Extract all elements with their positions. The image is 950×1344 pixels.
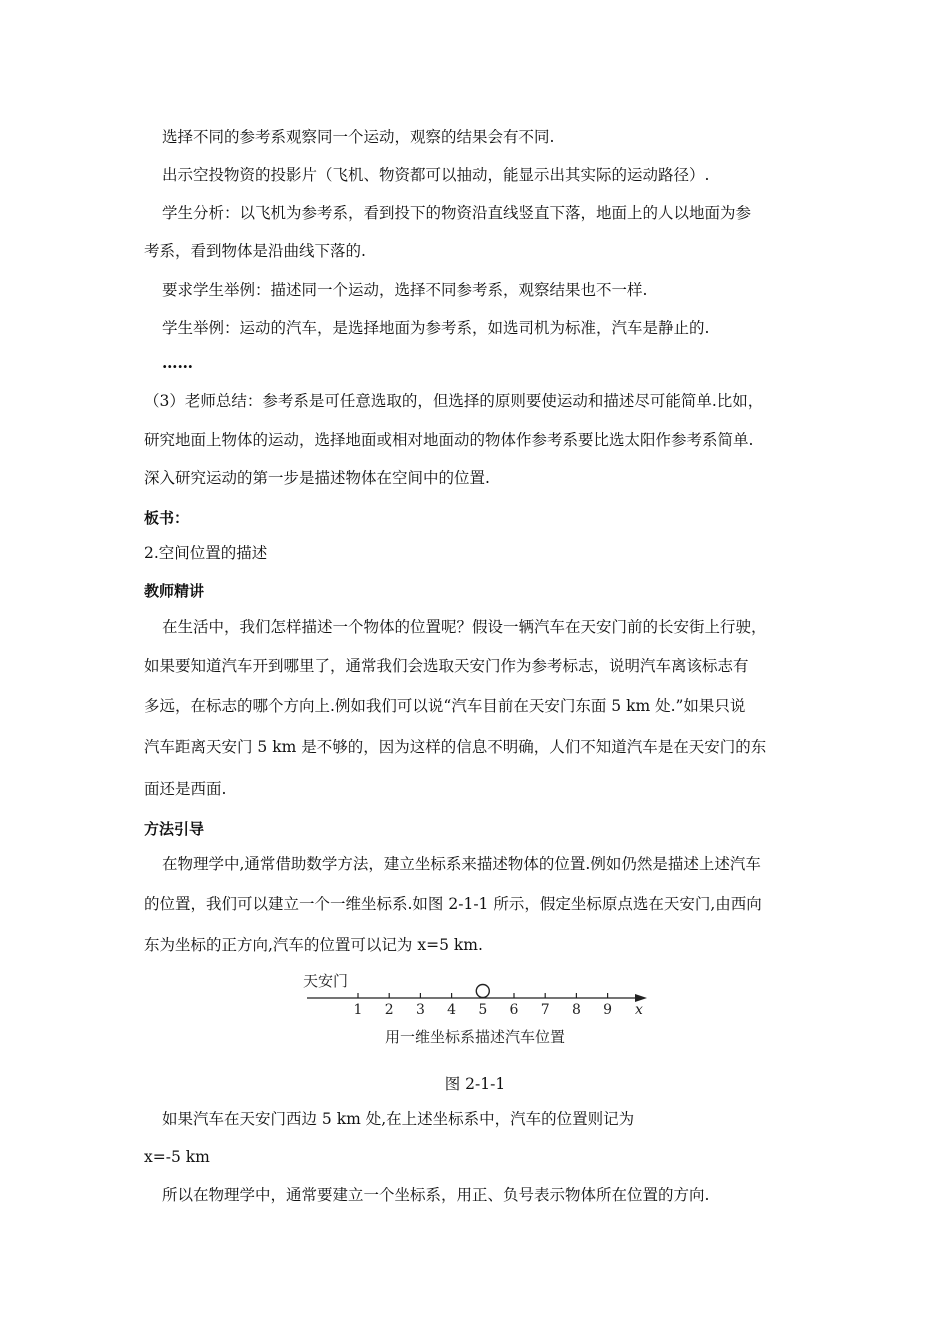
paragraph: 东为坐标的正方向,汽车的位置可以记为 x=5 km.	[144, 936, 483, 954]
tick-label: 4	[447, 1002, 457, 1018]
heading-board: 板书：	[144, 509, 190, 527]
tick-label: 2	[384, 1002, 394, 1018]
tick-label: 1	[353, 1002, 363, 1018]
heading-teacher: 教师精讲	[144, 582, 205, 600]
figure-caption: 图 2-1-1	[444, 1075, 506, 1093]
tick-label: 3	[415, 1002, 425, 1018]
tick-label: 9	[603, 1002, 613, 1018]
paragraph: 学生分析：以飞机为参考系，看到投下的物资沿直线竖直下落，地面上的人以地面为参	[162, 204, 752, 222]
paragraph: 在生活中，我们怎样描述一个物体的位置呢？假设一辆汽车在天安门前的长安街上行驶，	[162, 618, 767, 636]
paragraph: 出示空投物资的投影片（飞机、物资都可以抽动，能显示出其实际的运动路径）.	[162, 166, 710, 184]
tick-label: 6	[509, 1002, 519, 1018]
coordinate-figure	[295, 968, 655, 1050]
paragraph: （3）老师总结：参考系是可任意选取的，但选择的原则要使运动和描述尽可能简单.比如，	[144, 392, 764, 410]
axis-label: x	[635, 1002, 643, 1018]
ellipsis: ……	[162, 353, 193, 372]
paragraph: 深入研究运动的第一步是描述物体在空间中的位置.	[144, 469, 490, 487]
paragraph: 学生举例：运动的汽车，是选择地面为参考系，如选司机为标准，汽车是静止的.	[162, 319, 710, 337]
paragraph: 面还是西面.	[144, 780, 227, 798]
car-marker-icon	[476, 985, 489, 998]
tick-label: 5	[478, 1002, 488, 1018]
paragraph: x=-5 km	[144, 1148, 210, 1166]
tick-label: 8	[571, 1002, 581, 1018]
paragraph: 研究地面上物体的运动，选择地面或相对地面动的物体作参考系要比选太阳作参考系简单.	[144, 431, 754, 449]
axis-arrow	[635, 994, 647, 1002]
figure-inner-caption: 用一维坐标系描述汽车位置	[384, 1028, 566, 1046]
paragraph: 在物理学中,通常借助数学方法，建立坐标系来描述物体的位置.例如仍然是描述上述汽车	[162, 855, 761, 873]
paragraph: 汽车距离天安门 5 km 是不够的，因为这样的信息不明确，人们不知道汽车是在天安门的东	[144, 738, 767, 756]
section-title: 2.空间位置的描述	[144, 544, 268, 562]
paragraph: 选择不同的参考系观察同一个运动，观察的结果会有不同.	[162, 128, 555, 146]
paragraph: 如果要知道汽车开到哪里了，通常我们会选取天安门作为参考标志，说明汽车离该标志有	[144, 657, 749, 675]
paragraph: 多远，在标志的哪个方向上.例如我们可以说“汽车目前在天安门东面 5 km 处.”如果只说	[144, 697, 746, 715]
heading-method: 方法引导	[144, 820, 205, 838]
origin-label: 天安门	[303, 972, 349, 990]
paragraph: 如果汽车在天安门西边 5 km 处,在上述坐标系中，汽车的位置则记为	[162, 1110, 635, 1128]
paragraph: 要求学生举例：描述同一个运动，选择不同参考系，观察结果也不一样.	[162, 281, 648, 299]
tick-label: 7	[540, 1002, 550, 1018]
paragraph: 的位置，我们可以建立一个一维坐标系.如图 2-1-1 所示，假定坐标原点选在天安门,由西向	[144, 895, 762, 913]
paragraph: 考系，看到物体是沿曲线下落的.	[144, 242, 366, 260]
paragraph: 所以在物理学中，通常要建立一个坐标系，用正、负号表示物体所在位置的方向.	[162, 1186, 710, 1204]
